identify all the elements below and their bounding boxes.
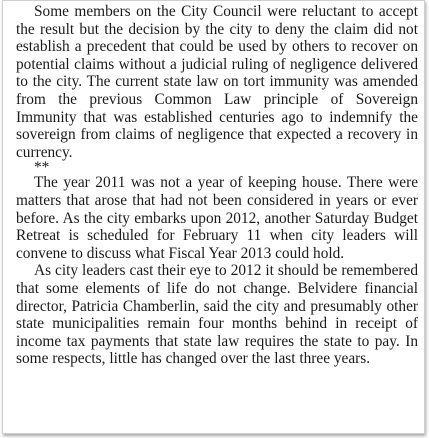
paragraph-2012-outlook: As city leaders cast their eye to 2012 it should be remembered that some elements of life do not change. Belvidere financial director, Patricia Chamberlin, said the city and presumably other state municipalities remain four months behind in receipt of income tax payments that state law requires the state to pay. In some respects, little has changed over the last three years. <box>16 262 418 368</box>
paragraph-city-council-claim: Some members on the City Council were reluctant to accept the result but the decision by the city to deny the claim did not establish a precedent that could be used by others to recover on potential claims without a judicial ruling of negligence delivered to the city. The current state law on tort immunity was amended from the previous Common Law principle of Sovereign Immunity that was established centuries ago to indemnify the sovereign from claims of negligence that expected a recovery in currency. <box>16 3 418 161</box>
document-page <box>2 0 425 434</box>
article-body <box>16 3 418 368</box>
section-separator: ** <box>34 159 50 177</box>
paragraph-year-2011: The year 2011 was not a year of keeping house. There were matters that arose that had not been considered in years or ever before. As the city embarks upon 2012, another Saturday Budget Retreat is scheduled for February 11 when city leaders will convene to discuss what Fiscal Year 2013 could hold. <box>16 174 418 262</box>
